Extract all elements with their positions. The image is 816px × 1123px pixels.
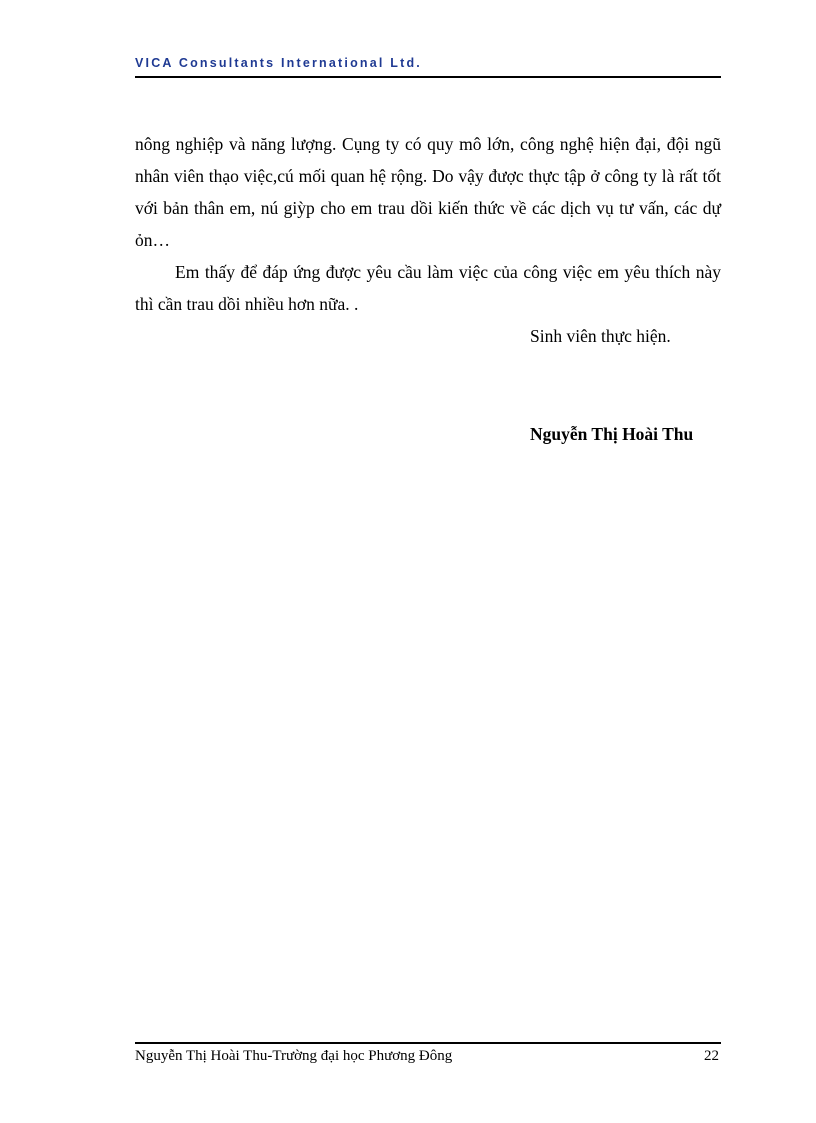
- paragraph-2: Em thấy để đáp ứng được yêu cầu làm việc của công việc em yêu thích này thì cần trau dồi nhiều hơn nữa. .: [135, 262, 721, 314]
- paragraph-1: nông nghiệp và năng lượng. Cụng ty có quy mô lớn, công nghệ hiện đại, đội ngũ nhân viên thạo việc,cú mối quan hệ rộng. Do vậy được thực tập ở công ty là rất tốt với bản thân em, nú giỳp cho em trau dồi kiến thức về các dịch vụ tư vấn, các dự ỏn…: [135, 134, 721, 250]
- signature-role: Sinh viên thực hiện.: [530, 326, 671, 346]
- paragraph-2-wrapper: [135, 256, 721, 320]
- page-footer: [135, 1042, 721, 1070]
- page-number: 22: [704, 1048, 719, 1064]
- page-header: [135, 56, 721, 78]
- company-name: VICA Consultants International Ltd.: [135, 56, 422, 70]
- signature-name: Nguyễn Thị Hoài Thu: [530, 424, 694, 444]
- footer-text: Nguyễn Thị Hoài Thu-Trường đại học Phương Đông: [135, 1048, 453, 1064]
